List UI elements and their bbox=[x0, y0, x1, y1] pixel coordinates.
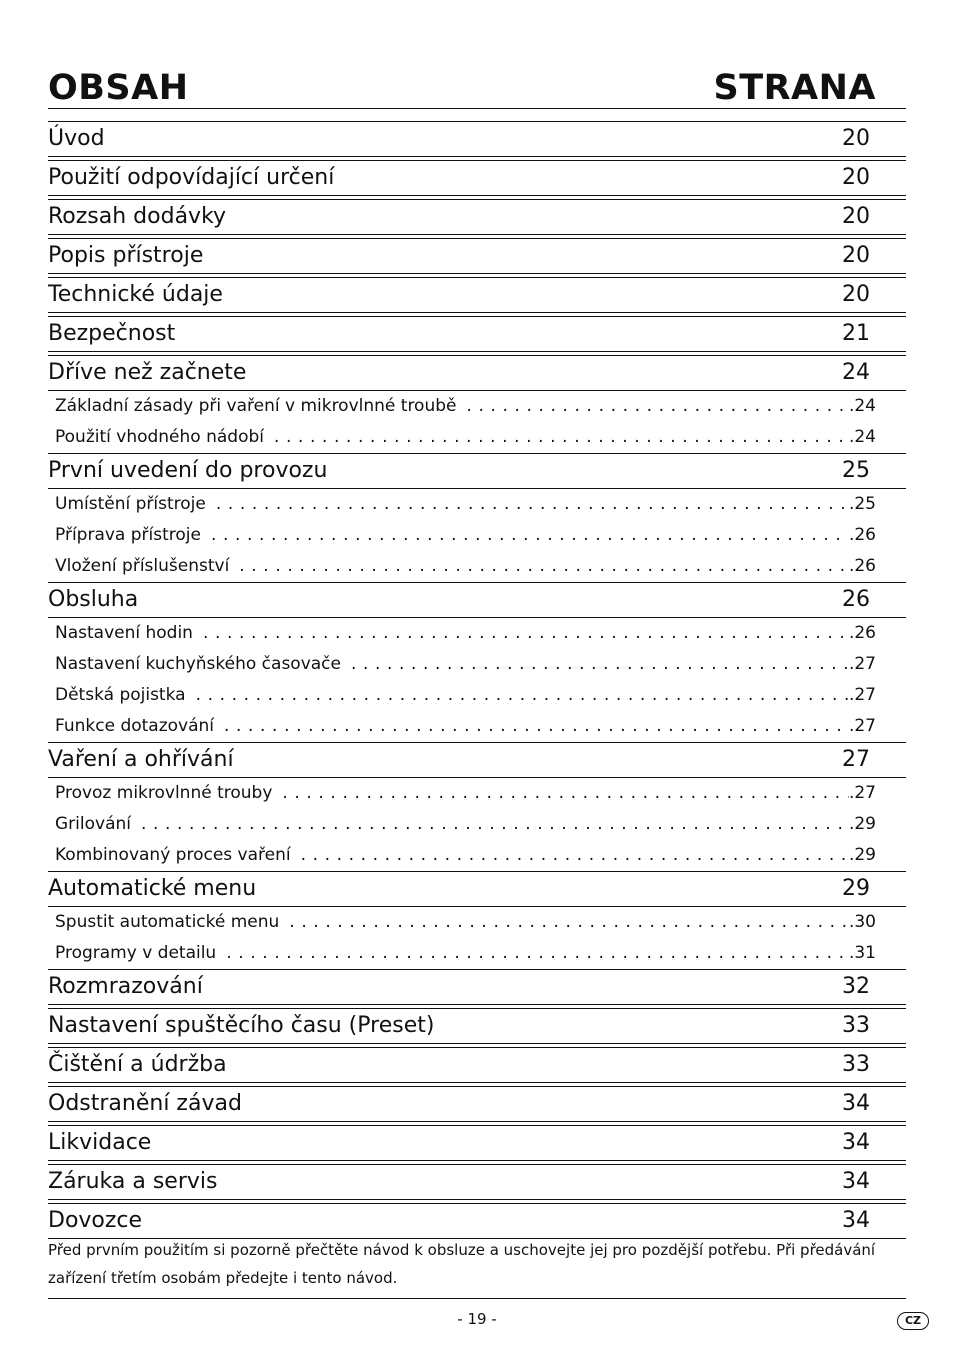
toc-section-page: 27 bbox=[842, 747, 870, 772]
dot-leader bbox=[196, 680, 849, 711]
toc-section-title: Záruka a servis bbox=[48, 1169, 218, 1194]
toc-section-page: 34 bbox=[842, 1091, 870, 1116]
dot-leader bbox=[301, 840, 849, 871]
toc-section-title: Technické údaje bbox=[48, 282, 223, 307]
toc-subsection-title: Provoz mikrovlnné trouby bbox=[55, 783, 273, 803]
toc-subsection-title: Kombinovaný proces vaření bbox=[55, 845, 291, 865]
toc-section-page: 34 bbox=[842, 1169, 870, 1194]
toc-subsection-page: .26 bbox=[848, 525, 876, 545]
toc-subsection-page: .26 bbox=[848, 556, 876, 576]
toc-section-title: Dovozce bbox=[48, 1208, 143, 1233]
toc-subsection-title: Programy v detailu bbox=[55, 943, 217, 963]
toc-subsection-page: .31 bbox=[848, 943, 876, 963]
dot-leader bbox=[203, 618, 849, 649]
toc-subsection-title: Umístění přístroje bbox=[55, 494, 206, 514]
toc-subsection[interactable] bbox=[55, 391, 906, 422]
page-column-heading: STRANA bbox=[713, 68, 876, 108]
toc-subsection[interactable] bbox=[55, 680, 906, 711]
toc-subsection[interactable] bbox=[55, 649, 906, 680]
toc-section[interactable] bbox=[48, 1047, 906, 1083]
toc-subsection-list bbox=[48, 907, 906, 969]
toc-subsection-list bbox=[48, 778, 906, 871]
toc-section[interactable] bbox=[48, 238, 906, 274]
toc-section-title: Automatické menu bbox=[48, 876, 257, 901]
toc-section-page: 33 bbox=[842, 1013, 870, 1038]
toc-subsection-page: .27 bbox=[848, 783, 876, 803]
toc-section-page: 20 bbox=[842, 204, 870, 229]
toc-subsection-page: .24 bbox=[848, 396, 876, 416]
table-of-contents bbox=[48, 121, 906, 1242]
dot-leader bbox=[226, 938, 849, 969]
toc-subsection-page: .29 bbox=[848, 845, 876, 865]
toc-header bbox=[48, 64, 906, 109]
toc-section-title: Bezpečnost bbox=[48, 321, 176, 346]
toc-subsection[interactable] bbox=[55, 520, 906, 551]
language-badge: CZ bbox=[897, 1312, 929, 1330]
toc-subsection[interactable] bbox=[55, 711, 906, 742]
toc-subsection-title: Příprava přístroje bbox=[55, 525, 201, 545]
toc-subsection-page: .25 bbox=[848, 494, 876, 514]
footer-divider bbox=[48, 1298, 906, 1299]
toc-section-title: Rozsah dodávky bbox=[48, 204, 227, 229]
toc-section[interactable] bbox=[48, 1203, 906, 1239]
toc-section[interactable] bbox=[48, 316, 906, 352]
dot-leader bbox=[282, 778, 849, 809]
toc-section-title: Použití odpovídající určení bbox=[48, 165, 335, 190]
toc-section-title: První uvedení do provozu bbox=[48, 458, 328, 483]
toc-subsection-title: Vložení příslušenství bbox=[55, 556, 230, 576]
toc-heading: OBSAH bbox=[48, 68, 189, 108]
toc-section[interactable] bbox=[48, 969, 906, 1005]
toc-subsection[interactable] bbox=[55, 778, 906, 809]
toc-subsection[interactable] bbox=[55, 907, 906, 938]
toc-subsection-list bbox=[48, 489, 906, 582]
toc-section-title: Popis přístroje bbox=[48, 243, 204, 268]
toc-section-title: Odstranění závad bbox=[48, 1091, 242, 1116]
toc-subsection[interactable] bbox=[55, 489, 906, 520]
dot-leader bbox=[141, 809, 849, 840]
toc-section-page: 25 bbox=[842, 458, 870, 483]
toc-subsection[interactable] bbox=[55, 809, 906, 840]
toc-section[interactable] bbox=[48, 1086, 906, 1122]
toc-section-title: Likvidace bbox=[48, 1130, 152, 1155]
usage-note-line-2: zařízení třetím osobám předejte i tento návod. bbox=[48, 1269, 398, 1287]
toc-section-page: 29 bbox=[842, 876, 870, 901]
usage-note bbox=[48, 1236, 908, 1292]
dot-leader bbox=[224, 711, 849, 742]
toc-subsection-title: Nastavení hodin bbox=[55, 623, 193, 643]
toc-section[interactable] bbox=[48, 277, 906, 313]
toc-section-page: 34 bbox=[842, 1208, 870, 1233]
toc-section[interactable] bbox=[48, 1008, 906, 1044]
toc-section-title: Dříve než začnete bbox=[48, 360, 247, 385]
dot-leader bbox=[211, 520, 849, 551]
toc-section-title: Čištění a údržba bbox=[48, 1052, 227, 1077]
toc-subsection-page: .27 bbox=[848, 685, 876, 705]
toc-section[interactable] bbox=[48, 199, 906, 235]
dot-leader bbox=[274, 422, 849, 453]
toc-subsection-title: Spustit automatické menu bbox=[55, 912, 280, 932]
toc-subsection-title: Grilování bbox=[55, 814, 131, 834]
toc-subsection[interactable] bbox=[55, 422, 906, 453]
toc-section[interactable] bbox=[48, 1125, 906, 1161]
page-number: - 19 - bbox=[457, 1310, 497, 1328]
dot-leader bbox=[289, 907, 849, 938]
dot-leader bbox=[216, 489, 849, 520]
toc-section[interactable] bbox=[48, 582, 906, 618]
toc-subsection-page: .26 bbox=[848, 623, 876, 643]
toc-subsection-page: .27 bbox=[848, 654, 876, 674]
toc-section[interactable] bbox=[48, 1164, 906, 1200]
toc-subsection-title: Základní zásady při vaření v mikrovlnné troubě bbox=[55, 396, 457, 416]
dot-leader bbox=[239, 551, 849, 582]
toc-subsection[interactable] bbox=[55, 618, 906, 649]
toc-section-page: 20 bbox=[842, 126, 870, 151]
toc-section-page: 34 bbox=[842, 1130, 870, 1155]
toc-section-page: 20 bbox=[842, 243, 870, 268]
toc-subsection-title: Použití vhodného nádobí bbox=[55, 427, 264, 447]
toc-section[interactable] bbox=[48, 453, 906, 489]
toc-section-page: 20 bbox=[842, 165, 870, 190]
toc-subsection-title: Funkce dotazování bbox=[55, 716, 215, 736]
toc-section-title: Obsluha bbox=[48, 587, 139, 612]
toc-section-page: 21 bbox=[842, 321, 870, 346]
toc-subsection-list bbox=[48, 391, 906, 453]
toc-subsection[interactable] bbox=[55, 840, 906, 871]
toc-section-page: 24 bbox=[842, 360, 870, 385]
toc-subsection-page: .24 bbox=[848, 427, 876, 447]
toc-subsection-page: .27 bbox=[848, 716, 876, 736]
toc-subsection-page: .30 bbox=[848, 912, 876, 932]
toc-subsection-title: Nastavení kuchyňského časovače bbox=[55, 654, 341, 674]
toc-section[interactable] bbox=[48, 355, 906, 391]
toc-section-page: 26 bbox=[842, 587, 870, 612]
toc-section-title: Nastavení spuštěcího času (Preset) bbox=[48, 1013, 435, 1038]
toc-section[interactable] bbox=[48, 871, 906, 907]
dot-leader bbox=[466, 391, 848, 422]
toc-subsection-page: .29 bbox=[848, 814, 876, 834]
toc-section-title: Rozmrazování bbox=[48, 974, 203, 999]
toc-section[interactable] bbox=[48, 121, 906, 157]
toc-section[interactable] bbox=[48, 742, 906, 778]
toc-section-page: 33 bbox=[842, 1052, 870, 1077]
dot-leader bbox=[351, 649, 849, 680]
toc-subsection-list bbox=[48, 618, 906, 742]
toc-subsection[interactable] bbox=[55, 551, 906, 582]
toc-section-page: 20 bbox=[842, 282, 870, 307]
toc-section-title: Vaření a ohřívání bbox=[48, 747, 234, 772]
toc-section-page: 32 bbox=[842, 974, 870, 999]
toc-subsection-title: Dětská pojistka bbox=[55, 685, 186, 705]
toc-section[interactable] bbox=[48, 160, 906, 196]
usage-note-line-1: Před prvním použitím si pozorně přečtěte návod k obsluze a uschovejte jej pro pozdější potřebu. Při předávání bbox=[48, 1241, 876, 1259]
toc-subsection[interactable] bbox=[55, 938, 906, 969]
toc-section-title: Úvod bbox=[48, 126, 105, 151]
